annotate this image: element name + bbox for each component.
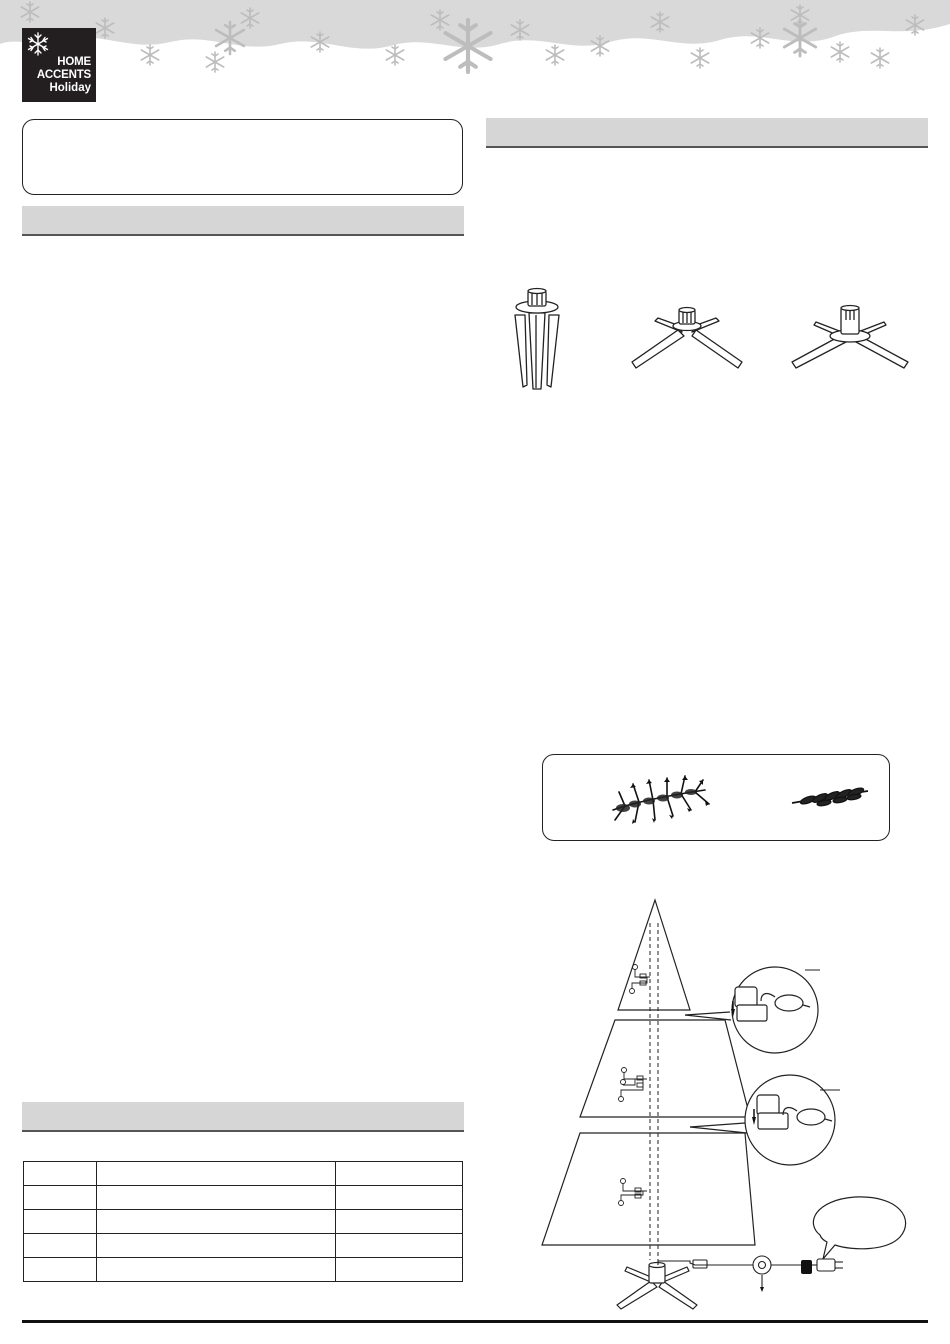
table-row: [24, 1186, 463, 1210]
table-cell: [97, 1186, 336, 1210]
table-cell: [97, 1258, 336, 1282]
stake-stand-icon: [505, 285, 569, 391]
table-cell: [24, 1258, 97, 1282]
tree-top-section: [618, 900, 690, 1010]
snowflake-icon: [25, 31, 51, 57]
section-header-bar: [22, 206, 464, 236]
parts-section-header-bar: [22, 1102, 464, 1132]
table-row: [24, 1162, 463, 1186]
tree-assembly-diagram-icon: [535, 895, 925, 1315]
table-cell: [336, 1210, 463, 1234]
table-cell: [336, 1258, 463, 1282]
table-cell: [97, 1234, 336, 1258]
footer-rule: [22, 1320, 928, 1323]
table-cell: [24, 1162, 97, 1186]
table-cell: [336, 1162, 463, 1186]
table-cell: [97, 1162, 336, 1186]
table-cell: [24, 1234, 97, 1258]
unfluffed-branch-icon: [790, 783, 872, 813]
parts-table: [23, 1161, 463, 1282]
table-row: [24, 1258, 463, 1282]
title-box: [22, 119, 463, 195]
logo-line-holiday: Holiday: [49, 82, 91, 94]
table-row: [24, 1210, 463, 1234]
table-row: [24, 1234, 463, 1258]
table-cell: [336, 1186, 463, 1210]
logo-line-home: HOME: [57, 56, 91, 68]
instructions-header-bar: [486, 118, 928, 148]
table-cell: [97, 1210, 336, 1234]
table-cell: [24, 1210, 97, 1234]
table-cell: [24, 1186, 97, 1210]
four-leg-stand-icon: [628, 300, 746, 372]
tree-middle-section: [580, 1020, 750, 1117]
table-cell: [336, 1234, 463, 1258]
logo-line-accents: ACCENTS: [36, 69, 91, 81]
snowflake-banner: [0, 0, 950, 100]
fluffed-branch-icon: [605, 770, 720, 832]
brand-logo: [22, 28, 96, 102]
four-leg-stand-icon: [788, 300, 912, 372]
tree-bottom-section: [542, 1133, 755, 1245]
